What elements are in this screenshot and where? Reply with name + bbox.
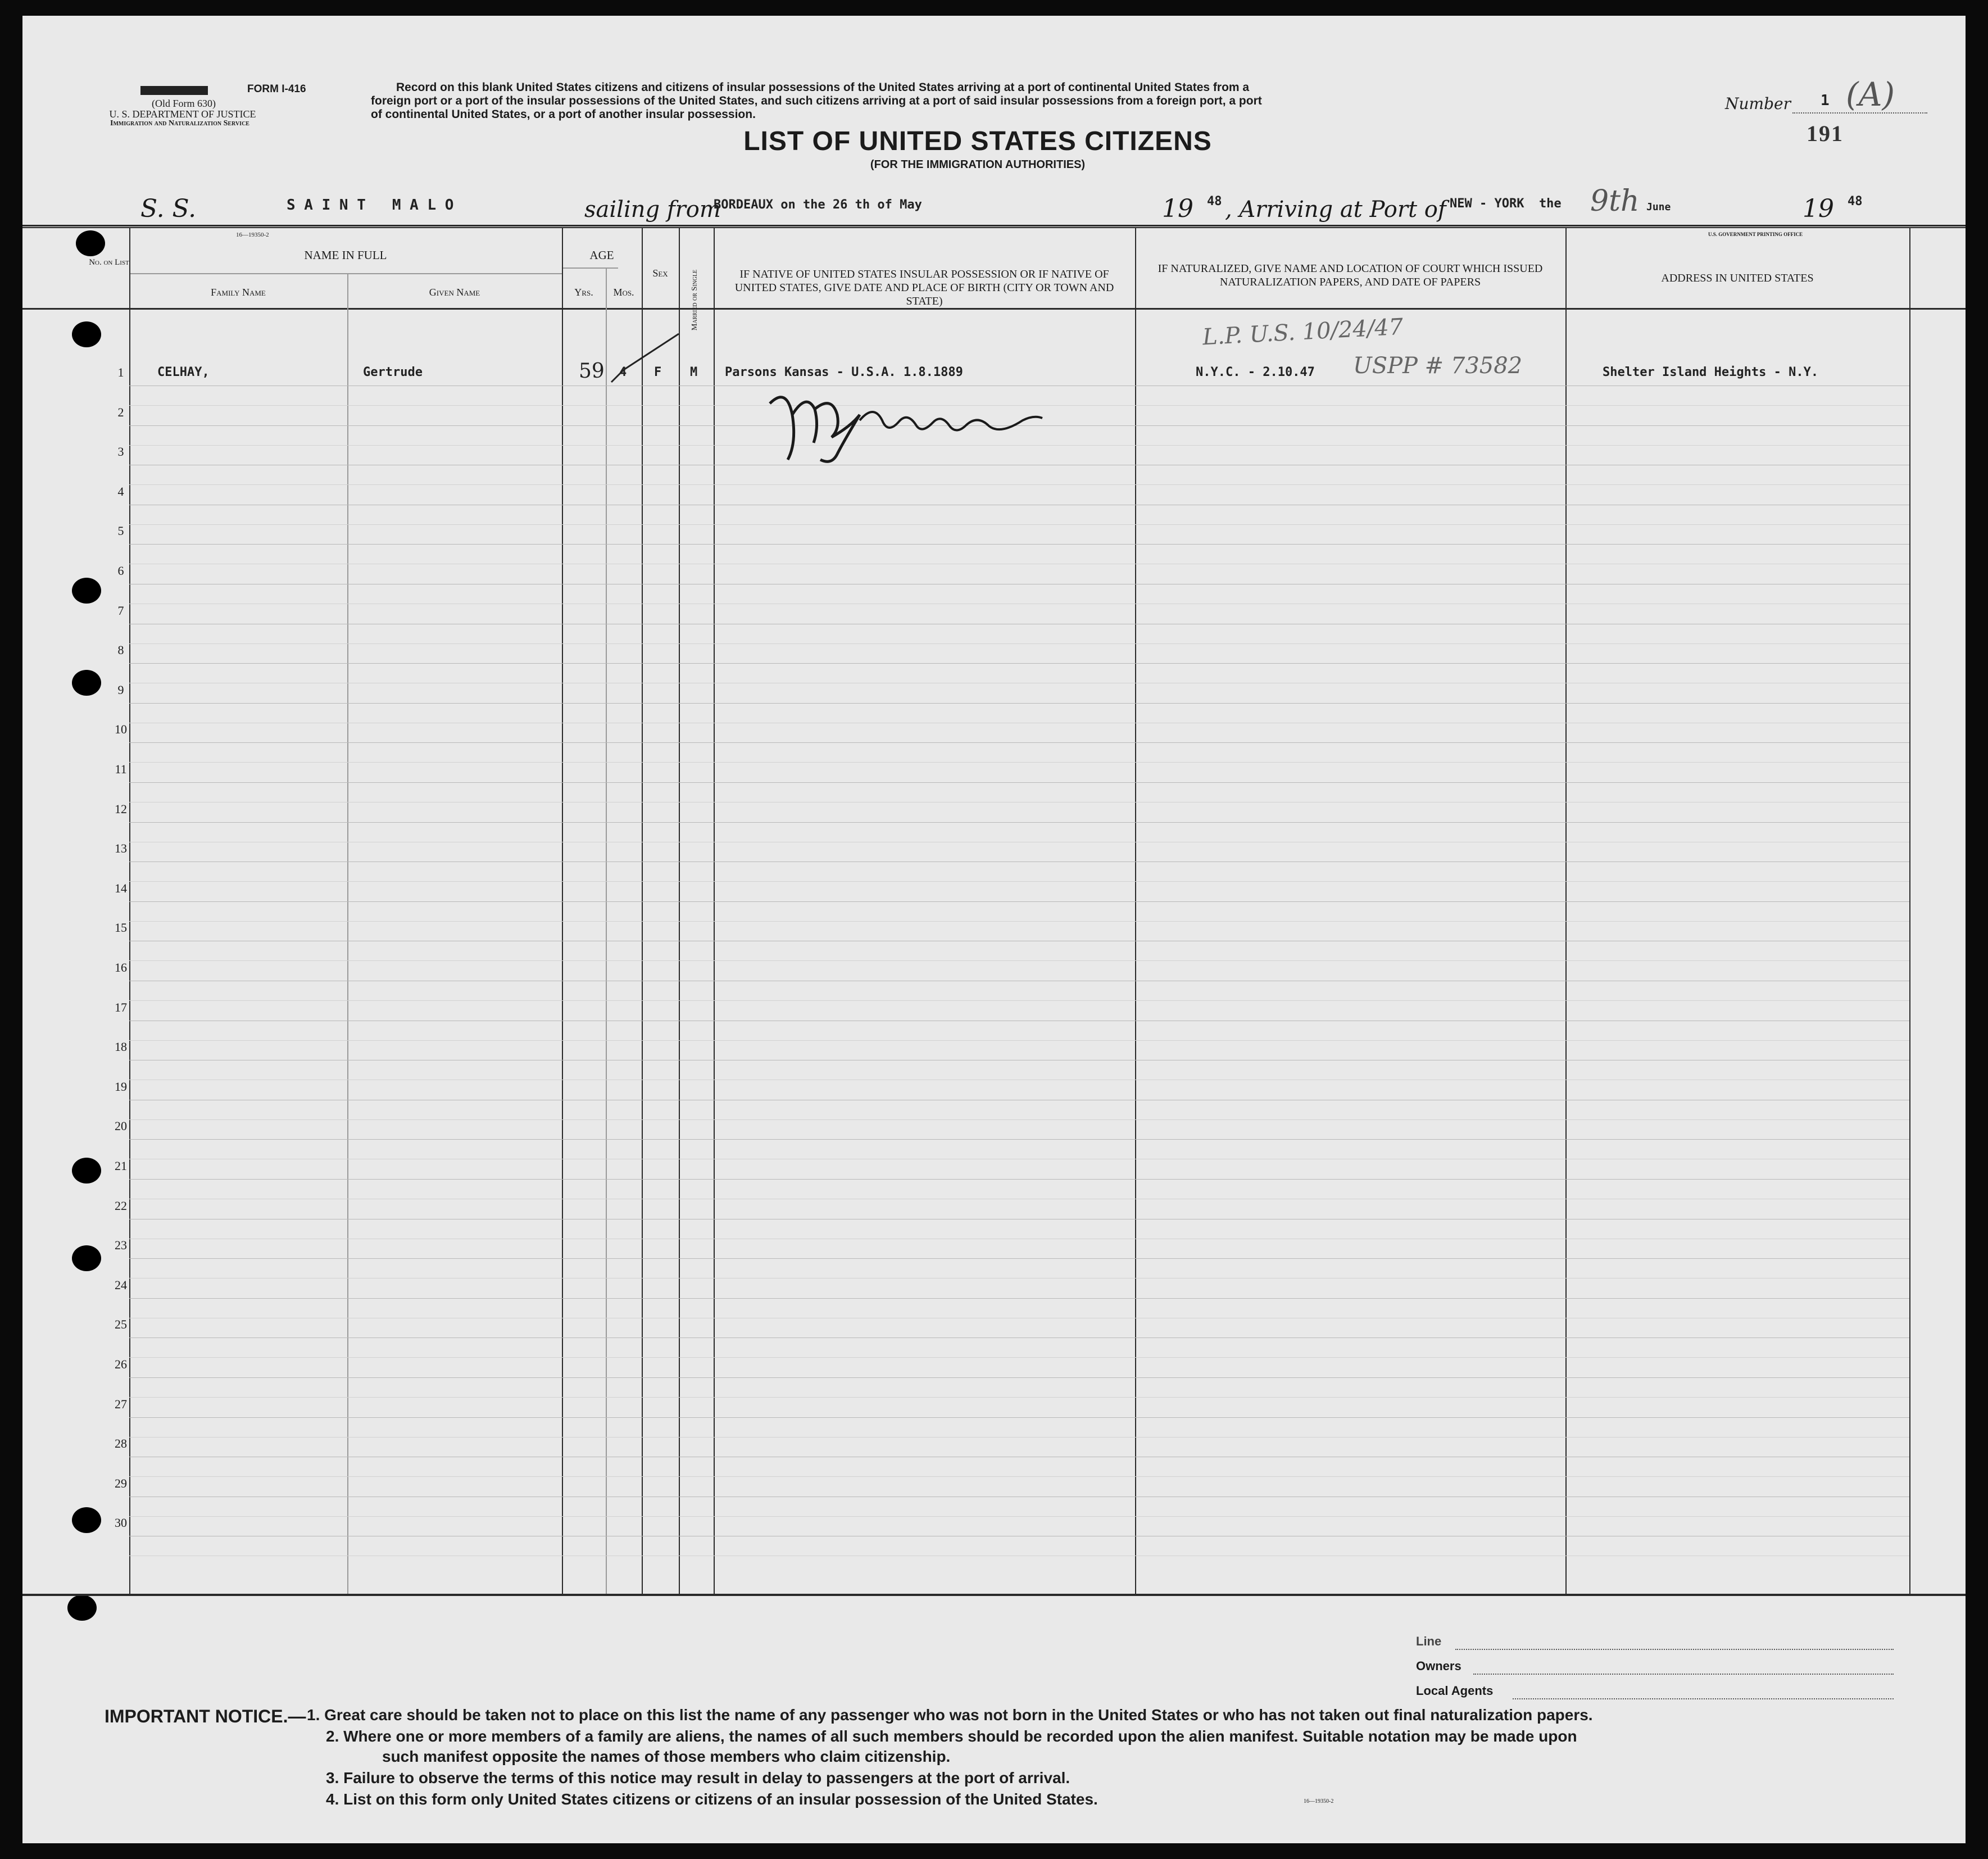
- row-subrule: [129, 921, 1909, 922]
- row-subrule: [129, 881, 1909, 882]
- print-code-top: 16—19350-2: [236, 232, 269, 238]
- row-number: 11: [115, 762, 127, 776]
- signature: [753, 381, 1045, 465]
- row-subrule: [129, 1119, 1909, 1120]
- sailing-label: sailing from: [584, 197, 721, 223]
- row-rule: [129, 1139, 1909, 1140]
- column-header-address: ADDRESS IN UNITED STATES: [1661, 272, 1814, 284]
- row-number: 23: [115, 1238, 127, 1252]
- notice-item-3: 3. Failure to observe the terms of this notice may result in delay to passengers at the port of arrival.: [326, 1769, 1070, 1787]
- column-header-yrs: Yrs.: [574, 287, 593, 298]
- row-number: 28: [115, 1436, 127, 1450]
- row-number: 26: [115, 1357, 127, 1371]
- row-number: 14: [115, 881, 127, 895]
- page-subtitle: (FOR THE IMMIGRATION AUTHORITIES): [870, 158, 1086, 171]
- row-rule: [129, 1179, 1909, 1180]
- old-form-number: (Old Form 630): [152, 98, 216, 109]
- column-header-naturalized: IF NATURALIZED, GIVE NAME AND LOCATION OF COURT WHICH ISSUED NATURALIZATION PAPERS, AND DATE OF PAPERS: [1158, 262, 1543, 288]
- naturalization-cell: N.Y.C. - 2.10.47: [1196, 365, 1315, 379]
- row-subrule: [129, 1476, 1909, 1477]
- row-rule: [129, 1417, 1909, 1418]
- column-header-mos: Mos.: [613, 287, 634, 298]
- page-stamp: 191: [1807, 121, 1844, 146]
- redacted-mark: [140, 86, 208, 95]
- arriving-label: , Arriving at Port of: [1225, 197, 1446, 223]
- column-header-family-name: Family Name: [211, 287, 266, 298]
- row-rule: [129, 544, 1909, 545]
- ss-label: S. S.: [140, 194, 197, 223]
- punch-hole-icon: [72, 1507, 101, 1533]
- row-subrule: [129, 1516, 1909, 1517]
- notice-item-2: 2. Where one or more members of a family are aliens, the names of all such members should be recorded upon the alien manifest. Suitable notation may be made upon: [326, 1727, 1577, 1745]
- row-number: 20: [115, 1119, 127, 1133]
- row-subrule: [129, 484, 1909, 485]
- column-header-name-in-full: NAME IN FULL: [304, 248, 387, 262]
- page-title: LIST OF UNITED STATES CITIZENS: [743, 126, 1212, 156]
- arrival-port: NEW - YORK the: [1450, 197, 1562, 211]
- row-rule: [129, 742, 1909, 743]
- signature-text: M J Morgan: [753, 381, 756, 382]
- row-number: 17: [115, 1000, 127, 1014]
- row-number: 6: [117, 564, 124, 578]
- row-rule: [129, 1298, 1909, 1299]
- form-sheet: [22, 16, 1966, 1843]
- row-subrule: [129, 1357, 1909, 1358]
- depart-year-prefix: 19: [1162, 194, 1193, 223]
- arrive-year: 48: [1848, 194, 1863, 208]
- column-header-age: AGE: [589, 248, 614, 262]
- depart-year: 48: [1207, 194, 1222, 208]
- row-number: 12: [115, 802, 127, 816]
- notice-item-2-cont: such manifest opposite the names of those members who claim citizenship.: [382, 1748, 951, 1765]
- row-number: 10: [115, 722, 127, 736]
- punch-hole-icon: [76, 230, 105, 256]
- row-number: 3: [117, 445, 124, 459]
- punch-hole-icon: [72, 1245, 101, 1271]
- punch-hole-icon: [72, 321, 101, 347]
- instruction-line-3: of continental United States, or a port of another insular possession.: [371, 108, 756, 121]
- instruction-line-1: Record on this blank United States citizens and citizens of insular possessions of the United States arriving at a port of continental United States from a: [396, 81, 1250, 94]
- row-number: 24: [115, 1278, 127, 1292]
- row-rule: [129, 901, 1909, 902]
- address-cell: Shelter Island Heights - N.Y.: [1603, 365, 1819, 379]
- punch-hole-icon: [67, 1595, 97, 1621]
- row-subrule: [129, 1040, 1909, 1041]
- gpo-print-code: U.S. GOVERNMENT PRINTING OFFICE: [1708, 232, 1803, 237]
- row-number: 1: [117, 365, 124, 379]
- row-subrule: [129, 1397, 1909, 1398]
- row-number: 2: [117, 405, 124, 419]
- row-number: 5: [117, 524, 124, 538]
- row-rule: [129, 782, 1909, 783]
- row-rule: [129, 822, 1909, 823]
- row-subrule: [129, 1437, 1909, 1438]
- number-label: Number: [1725, 94, 1791, 113]
- age-yrs-cell: 59: [579, 360, 605, 383]
- row-number: 13: [115, 841, 127, 855]
- row-rule: [129, 1377, 1909, 1378]
- sex-cell: F: [654, 365, 662, 379]
- line-label: Line: [1416, 1634, 1442, 1648]
- given-name-cell: Gertrude: [363, 365, 423, 379]
- row-rule: [129, 1258, 1909, 1259]
- column-header-sex: Sex: [652, 267, 668, 279]
- row-number: 29: [115, 1476, 127, 1490]
- row-subrule: [129, 524, 1909, 525]
- passport-handwritten-note: USPP # 73582: [1353, 353, 1523, 379]
- column-header-number: No. on List: [89, 258, 129, 267]
- row-number: 25: [115, 1317, 127, 1331]
- print-code-bottom: 16—19350-2: [1304, 1798, 1334, 1804]
- column-header-marital: Married or Single: [691, 269, 699, 331]
- departure-port: BORDEAUX on the 26 th of May: [714, 198, 922, 212]
- row-rule: [129, 663, 1909, 664]
- row-subrule: [129, 762, 1909, 763]
- row-number: 7: [117, 604, 124, 618]
- age-mos-cell: 4: [619, 365, 627, 379]
- notice-item-1: 1. Great care should be taken not to place on this list the name of any passenger who was not born in the United States or who has not taken out final naturalization papers.: [307, 1706, 1593, 1724]
- row-subrule: [129, 960, 1909, 961]
- marital-cell: M: [690, 365, 698, 379]
- row-subrule: [129, 1000, 1909, 1001]
- column-header-birth: IF NATIVE OF UNITED STATES INSULAR POSSESSION OR IF NATIVE OF UNITED STATES, GIVE DATE AND PLACE OF BIRTH (CITY OR TOWN AND STATE): [734, 268, 1114, 307]
- arrive-year-prefix: 19: [1803, 194, 1834, 223]
- row-number: 15: [115, 921, 127, 935]
- row-number: 27: [115, 1397, 127, 1411]
- arrival-month: June: [1646, 201, 1671, 213]
- number-value: 1: [1821, 92, 1830, 109]
- arrival-day: 9th: [1590, 184, 1640, 218]
- row-number: 21: [115, 1159, 127, 1173]
- notice-item-4: 4. List on this form only United States citizens or citizens of an insular possession of the United States.: [326, 1790, 1098, 1808]
- row-number: 16: [115, 960, 127, 974]
- form-number: FORM I-416: [247, 83, 306, 95]
- row-number: 9: [117, 683, 124, 697]
- row-number: 18: [115, 1040, 127, 1054]
- family-name-cell: CELHAY,: [157, 365, 210, 379]
- birth-cell: Parsons Kansas - U.S.A. 1.8.1889: [725, 365, 963, 379]
- punch-hole-icon: [72, 1158, 101, 1184]
- ship-name: S A I N T M A L O: [287, 197, 454, 214]
- local-agents-label: Local Agents: [1416, 1684, 1494, 1698]
- naturalization-handwritten-note: L.P. U.S. 10/24/47: [1202, 314, 1404, 351]
- row-number: 19: [115, 1080, 127, 1094]
- instruction-line-2: foreign port or a port of the insular possessions of the United States, and such citizens arriving at a port of said insular possessions from a foreign port, a port: [371, 94, 1262, 107]
- row-number: 8: [117, 643, 124, 657]
- row-subrule: [129, 643, 1909, 644]
- row-rule: [129, 1337, 1909, 1338]
- row-number: 30: [115, 1516, 127, 1530]
- row-number: 22: [115, 1199, 127, 1213]
- check-mark-icon: [607, 330, 686, 387]
- owners-label: Owners: [1416, 1659, 1462, 1673]
- notice-heading: IMPORTANT NOTICE.—: [105, 1706, 306, 1726]
- column-header-given-name: Given Name: [429, 287, 480, 298]
- number-annotation: (A): [1846, 75, 1895, 114]
- department-name: U. S. DEPARTMENT OF JUSTICE: [109, 108, 256, 120]
- punch-hole-icon: [72, 578, 101, 604]
- row-number: 4: [117, 484, 124, 498]
- row-rule: [129, 703, 1909, 704]
- service-name: Immigration and Naturalization Service: [110, 119, 249, 128]
- punch-hole-icon: [72, 670, 101, 696]
